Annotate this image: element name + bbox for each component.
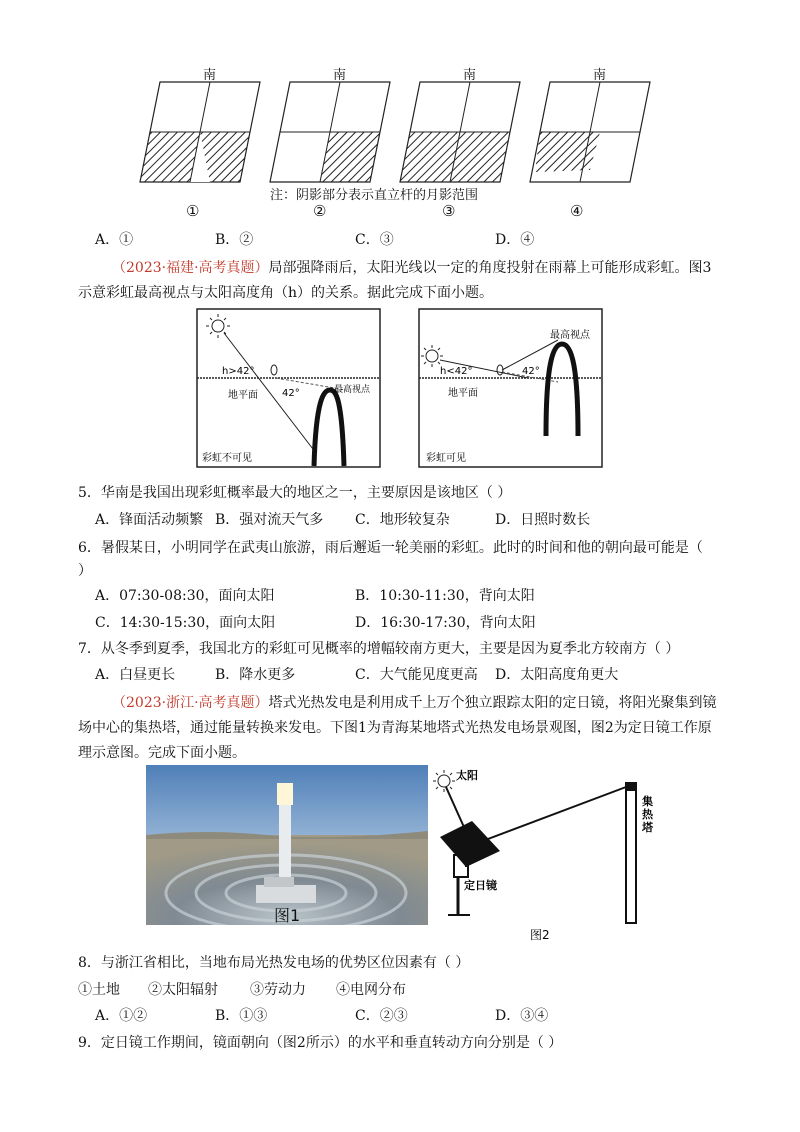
q7-option-a[interactable]: A．白昼更长 [95,667,176,683]
rainbow-right-ground-label: 地平面 [448,388,478,399]
rainbow-right-point-label: 最高视点 [550,330,590,341]
rainbow-left-h-label: h>42° [222,366,255,377]
rainbow-intro-line1: 局部强降雨后，太阳光线以一定的角度投射在雨幕上可能形成彩虹。图3 [268,260,712,276]
rainbow-left-angle-label: 42° [282,388,300,399]
solar-source-tag: （2023·浙江·高考真题） [112,695,269,711]
q8-factor-4: ④电网分布 [336,982,406,998]
q8-factor-2: ②太阳辐射 [148,982,218,998]
q8-option-d[interactable]: D．③④ [495,1008,549,1024]
q5-option-b[interactable]: B．强对流天气多 [215,512,324,528]
q6-option-c[interactable]: C．14:30-15:30，面向太阳 [95,615,276,631]
shadow-panel-3 [400,82,520,182]
q5-option-d[interactable]: D．日照时数长 [495,512,591,528]
tower-label-1: 集 [642,795,653,808]
rainbow-source-tag: （2023·福建·高考真题） [112,260,269,276]
shadow-panel-4 [530,82,650,182]
q8-factor-3: ③劳动力 [250,982,306,998]
rainbow-left-ground-label: 地平面 [228,390,258,401]
direction-label-4: 南 [593,68,607,83]
q9-stem: 9．定日镜工作期间，镜面朝向（图2所示）的水平和垂直转动方向分别是（ ） [78,1035,563,1051]
sun-icon [433,770,455,792]
q7-option-b[interactable]: B．降水更多 [215,667,296,683]
shadow-figure-note: 注：阴影部分表示直立杆的月影范围 [270,188,479,203]
solar-intro-line3: 理示意图。完成下面小题。 [78,745,246,761]
panel-number-3: ③ [442,202,456,220]
direction-label-1: 南 [203,68,217,83]
q5-option-a[interactable]: A．锋面活动频繁 [95,512,204,528]
rainbow-right-caption: 彩虹可见 [426,453,466,464]
q8-option-a[interactable]: A．①② [95,1008,148,1024]
rainbow-right-angle-label: 42° [522,366,540,377]
rainbow-figure-right [418,308,603,468]
q7-option-c[interactable]: C．大气能见度更高 [355,667,478,683]
q7-stem: 7．从冬季到夏季，我国北方的彩虹可见概率的增幅较南方更大，主要是因为夏季北方较南方（ ） [78,641,680,657]
q6-option-b[interactable]: B．10:30-11:30，背向太阳 [355,588,535,604]
q8-option-b[interactable]: B．①③ [215,1008,268,1024]
shadow-option-d[interactable]: D．④ [495,232,535,248]
q6-stem: 6．暑假某日，小明同学在武夷山旅游，雨后邂逅一轮美丽的彩虹。此时的时间和他的朝向最可能是（ [78,540,703,556]
q6-option-a[interactable]: A．07:30-08:30，面向太阳 [95,588,275,604]
rainbow-intro-line2: 示意彩虹最高视点与太阳高度角（h）的关系。据此完成下面小题。 [78,285,494,301]
q6-stem-cont: ） [78,563,92,579]
panel-number-1: ① [186,202,200,220]
rainbow-figure-left [196,308,381,468]
solar-plant-photo [146,765,428,925]
tower-label-2: 热 [642,808,653,821]
q8-option-c[interactable]: C．②③ [355,1008,408,1024]
solar-intro [112,692,717,712]
shadow-panel-2 [270,82,390,182]
rainbow-right-h-label: h<42° [440,366,473,377]
shadow-option-a[interactable]: A．① [95,232,134,248]
fig1-caption: 图1 [274,906,301,925]
mirror-label: 定日镜 [464,879,497,892]
q8-factor-1: ①土地 [78,982,120,998]
shadow-option-b[interactable]: B．② [215,232,254,248]
panel-number-2: ② [313,202,327,220]
q8-stem: 8．与浙江省相比，当地布局光热发电场的优势区位因素有（ ） [78,955,470,971]
solar-intro-line1: 塔式光热发电是利用成千上万个独立跟踪太阳的定日镜，将阳光聚集到镜 [268,695,717,711]
fig2-caption: 图2 [530,928,550,942]
panel-number-4: ④ [570,202,584,220]
shadow-option-c[interactable]: C．③ [355,232,394,248]
shadow-panel-1 [140,82,260,182]
rainbow-left-point-label: 最高视点 [334,385,371,395]
direction-label-2: 南 [333,68,347,83]
q5-stem: 5．华南是我国出现彩虹概率最大的地区之一，主要原因是该地区（ ） [78,485,512,501]
tower-label-3: 塔 [642,821,653,834]
q5-option-c[interactable]: C．地形较复杂 [355,512,450,528]
direction-label-3: 南 [463,68,477,83]
rainbow-intro [112,257,711,277]
heliostat-diagram [430,765,660,945]
sun-label: 太阳 [456,769,478,782]
q7-option-d[interactable]: D．太阳高度角更大 [495,667,619,683]
rainbow-left-caption: 彩虹不可见 [202,453,252,464]
q6-option-d[interactable]: D．16:30-17:30，背向太阳 [355,615,536,631]
solar-intro-line2: 场中心的集热塔，通过能量转换来发电。下图1为青海某地塔式光热发电场景观图，图2为定日镜工作原 [78,720,712,736]
